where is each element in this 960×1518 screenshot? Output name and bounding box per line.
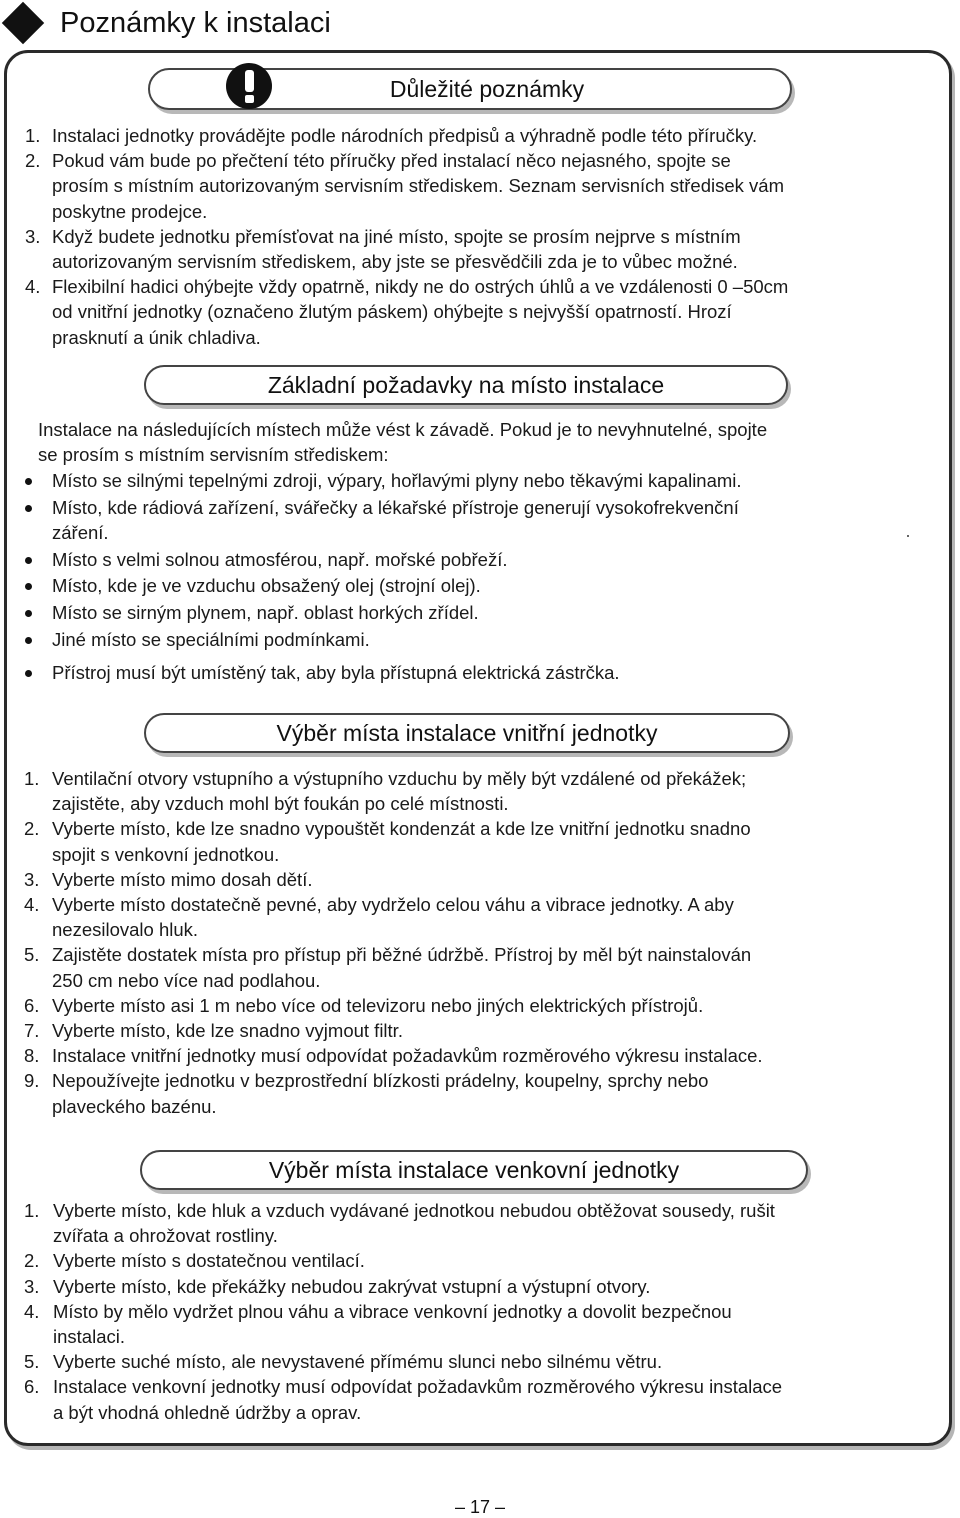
warning-icon xyxy=(226,63,272,109)
list-item-text: Vyberte místo dostatečně pevné, aby vydrželo celou váhu a vibrace jednotky. A aby xyxy=(52,894,734,915)
page-title: Poznámky k instalaci xyxy=(60,7,331,39)
list-item-text: Vyberte místo mimo dosah dětí. xyxy=(52,868,313,890)
bullet-text: Místo, kde rádiová zařízení, svářečky a lékařské přístroje generují vysokofrekvenční xyxy=(52,496,739,518)
list-item-number: 2. xyxy=(25,150,41,172)
list-item-number: 1. xyxy=(25,125,41,146)
list-item-text: Instalace venkovní jednotky musí odpovídat požadavkům rozměrového výkresu instalace xyxy=(53,1376,783,1398)
intro-text: Instalace na následujících místech může vést k závadě. Pokud je to nevyhnutelné, spojte xyxy=(38,419,768,440)
list-item-text: prosím s místním autorizovaným servisním střediskem. Seznam servisních středisek vám xyxy=(52,175,784,197)
list-item-text: 250 cm nebo více nad podlahou. xyxy=(52,969,321,991)
list-item-text: Vyberte suché místo, ale nevystavené přímému slunci nebo silnému větru. xyxy=(53,1351,663,1373)
list-item-text: plaveckého bazénu. xyxy=(52,1095,217,1117)
list-item-text: Vyberte místo, kde lze snadno vyjmout filtr. xyxy=(52,1020,403,1041)
page-number: – 17 – xyxy=(454,1497,506,1517)
list-item-number: 2. xyxy=(24,1250,40,1272)
list-item-text: Vyberte místo, kde hluk a vzduch vydávané jednotkou nebudou obtěžovat sousedy, rušit xyxy=(53,1200,775,1221)
list-item-text: Ventilační otvory vstupního a výstupního vzduchu by měly být vzdálené od překážek; xyxy=(52,768,747,789)
list-item-number: 8. xyxy=(24,1045,40,1067)
list-item-text: Vyberte místo s dostatečnou ventilací. xyxy=(53,1250,365,1272)
indoor-heading xyxy=(144,713,790,753)
requirements-heading xyxy=(144,365,788,405)
bullet-icon xyxy=(25,637,32,644)
diamond-bullet-icon xyxy=(2,2,44,44)
list-item-number: 3. xyxy=(24,1275,40,1297)
list-item-text: Vyberte místo, kde lze snadno vypouštět kondenzát a kde lze vnitřní jednotku snadno xyxy=(52,818,751,840)
list-item-text: od vnitřní jednotky (označeno žlutým páskem) ohýbejte s nejvyšší opatrností. Hrozí xyxy=(52,301,732,323)
important-notes-heading-text: Důležité poznámky xyxy=(389,76,585,102)
list-item-number: 6. xyxy=(24,994,40,1016)
indoor-heading-text: Výběr místa instalace vnitřní jednotky xyxy=(276,720,658,746)
list-item-text: poskytne prodejce. xyxy=(52,200,208,222)
list-item-text: Instalace vnitřní jednotky musí odpovídat požadavkům rozměrového výkresu instalace. xyxy=(52,1045,763,1067)
list-item-number: 5. xyxy=(24,944,40,966)
list-item-text: prasknutí a únik chladiva. xyxy=(52,326,261,348)
requirements-heading-text: Základní požadavky na místo instalace xyxy=(267,372,665,398)
list-item-number: 3. xyxy=(25,225,41,247)
list-item-number: 3. xyxy=(24,868,40,890)
bullet-text: Místo se sirným plynem, např. oblast horkých zřídel. xyxy=(52,602,479,623)
bullet-icon xyxy=(25,557,32,564)
bullet-icon xyxy=(25,478,32,485)
outdoor-heading-text: Výběr místa instalace venkovní jednotky xyxy=(268,1157,680,1183)
list-item-text: Pokud vám bude po přečtení této příručky před instalací něco nejasného, spojte se xyxy=(52,150,731,172)
list-item-text: Místo by mělo vydržet plnou váhu a vibrace venkovní jednotky a dovolit bezpečnou xyxy=(53,1300,732,1322)
bullet-text: Přístroj musí být umístěný tak, aby byla přístupná elektrická zástrčka. xyxy=(52,662,620,684)
list-item-text: nezesilovalo hluk. xyxy=(52,919,199,941)
list-item-text: spojit s venkovní jednotkou. xyxy=(52,843,280,865)
list-item-text: zajistěte, aby vzduch mohl být foukán po celé místnosti. xyxy=(52,793,509,815)
bullet-text: Místo s velmi solnou atmosférou, např. mořské pobřeží. xyxy=(52,548,508,570)
list-item-text: Nepoužívejte jednotku v bezprostřední blízkosti prádelny, koupelny, sprchy nebo xyxy=(52,1070,709,1092)
list-item-number: 5. xyxy=(24,1351,40,1373)
bullet-icon xyxy=(25,610,32,617)
bullet-text: Místo, kde je ve vzduchu obsažený olej (strojní olej). xyxy=(52,575,481,597)
list-item-text: Instalaci jednotky provádějte podle národních předpisů a výhradně podle této příručky. xyxy=(52,125,758,146)
list-item-text: autorizovaným servisním střediskem, aby jste se přesvědčili zda je to vůbec možné. xyxy=(52,250,738,272)
list-item-text: a být vhodná ohledně údržby a oprav. xyxy=(53,1401,362,1423)
list-item-number: 4. xyxy=(24,894,40,915)
list-item-text: Vyberte místo asi 1 m nebo více od televizoru nebo jiných elektrických přístrojů. xyxy=(52,994,704,1016)
list-item-text: instalaci. xyxy=(53,1325,125,1347)
list-item-number: 4. xyxy=(24,1300,40,1322)
list-item-text: Zajistěte dostatek místa pro přístup při běžné údržbě. Přístroj by měl být nainstalován xyxy=(52,944,752,966)
list-item-text: zvířata a ohrožovat rostliny. xyxy=(53,1225,278,1247)
intro-text: se prosím s místním servisním střediskem: xyxy=(38,444,389,466)
scan-speck xyxy=(907,535,909,537)
outdoor-heading xyxy=(140,1150,808,1190)
list-item-text: Flexibilní hadici ohýbejte vždy opatrně, nikdy ne do ostrých úhlů a ve vzdálenosti 0 –50cm xyxy=(52,276,789,298)
list-item-number: 9. xyxy=(24,1070,40,1092)
list-item-number: 7. xyxy=(24,1020,40,1041)
bullet-text: Místo se silnými tepelnými zdroji, výpary, hořlavými plyny nebo těkavými kapalinami. xyxy=(52,470,742,491)
list-item-number: 1. xyxy=(24,768,40,789)
list-item-number: 4. xyxy=(25,276,41,298)
bullet-text: Jiné místo se speciálními podmínkami. xyxy=(52,628,370,650)
list-item-text: Vyberte místo, kde překážky nebudou zakrývat vstupní a výstupní otvory. xyxy=(53,1275,651,1297)
bullet-text: záření. xyxy=(52,521,109,543)
list-item-number: 1. xyxy=(24,1200,40,1221)
bullet-icon xyxy=(25,505,32,512)
list-item-text: Když budete jednotku přemísťovat na jiné místo, spojte se prosím nejprve s místním xyxy=(52,225,741,247)
list-item-number: 6. xyxy=(24,1376,40,1398)
list-item-number: 2. xyxy=(24,818,40,840)
